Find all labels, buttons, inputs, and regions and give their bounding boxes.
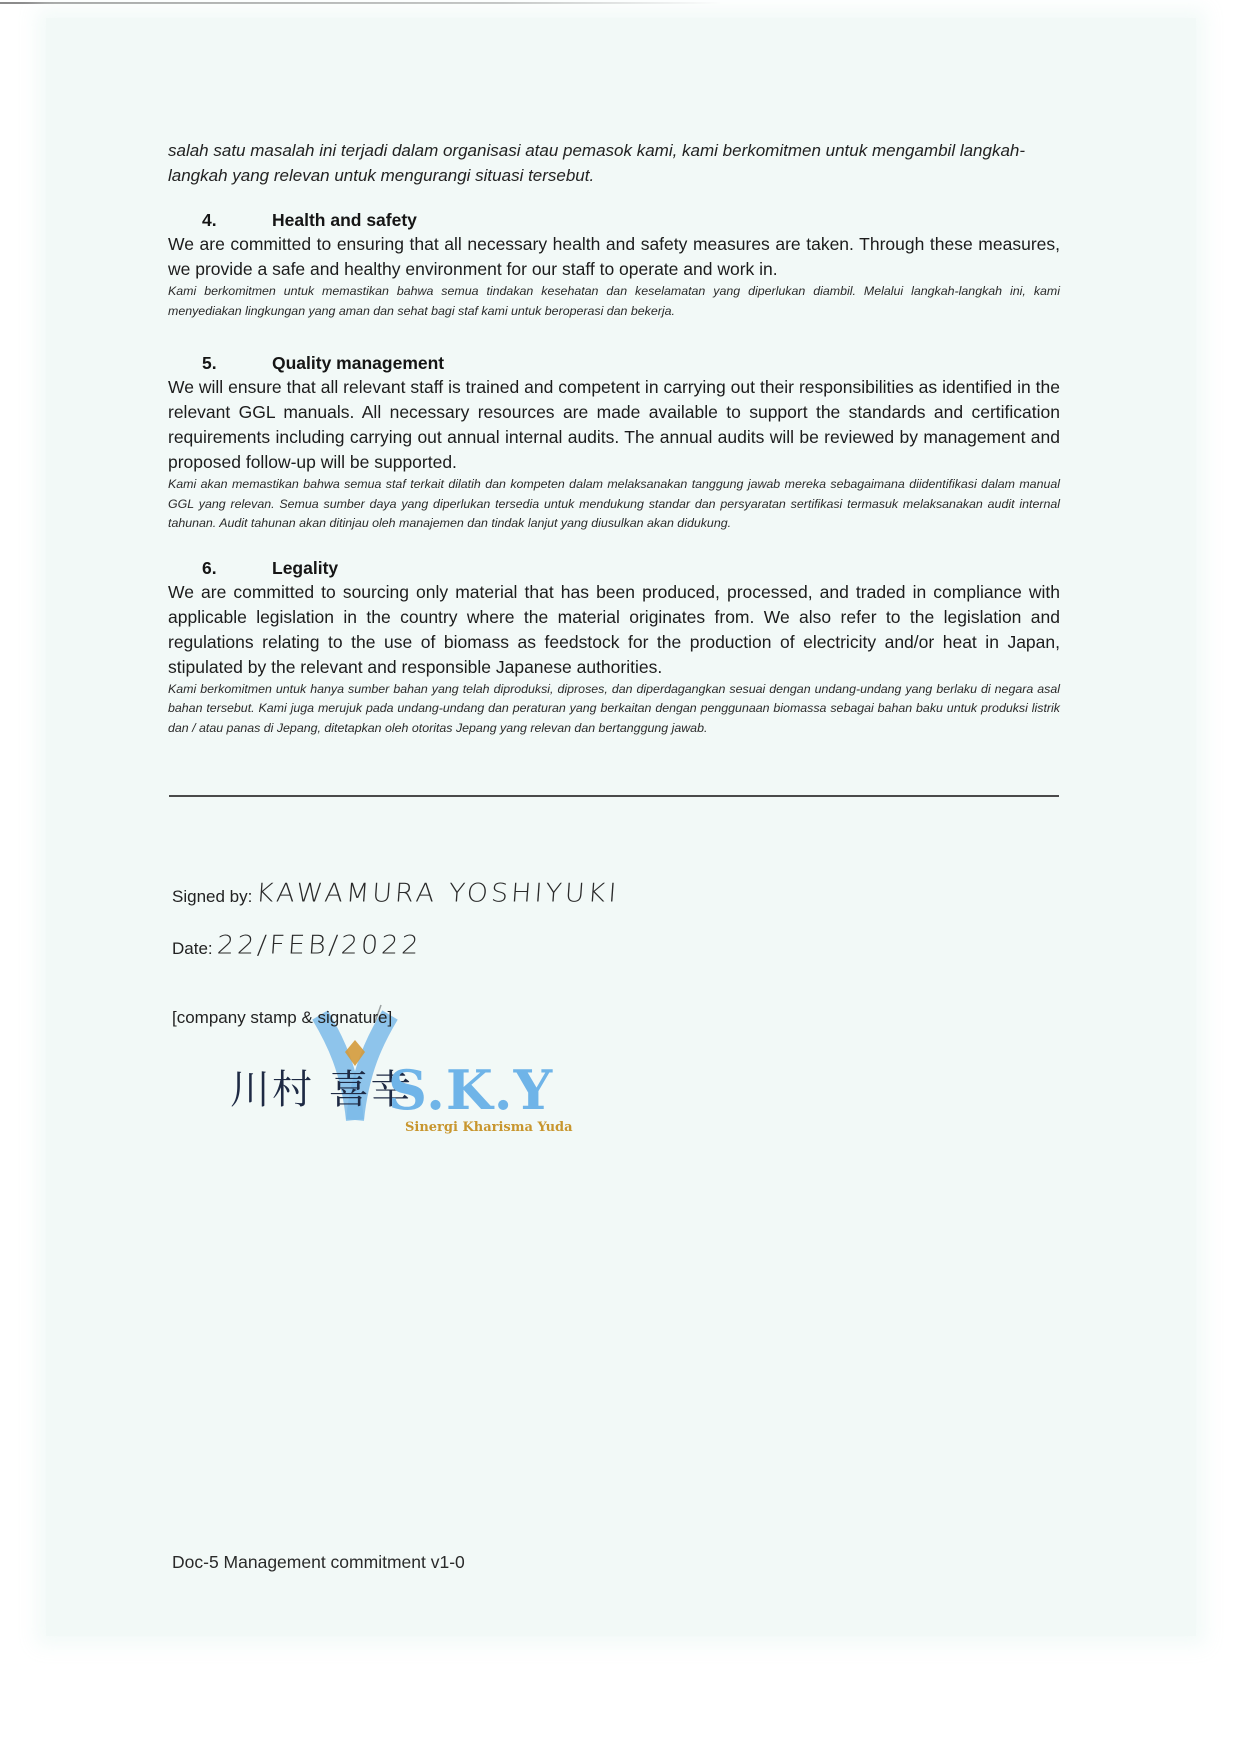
section-title: Health and safety (272, 210, 417, 230)
signed-by-handwritten: KAWAMURA YOSHIYUKI (255, 878, 621, 909)
section-body: We are committed to sourcing only material that has been produced, processed, and traded in compliance with applicable legislation in the country where the material originates from. We also refer to the legislation and regulations relating to the use of biomass as feedstock for the production of electricity and/or heat in Japan, stipulated by the relevant and responsible Japanese authorities. (168, 581, 1060, 677)
date-line (172, 930, 620, 970)
section-title: Legality (272, 557, 339, 578)
section-heading (168, 351, 1060, 375)
stamp-logo-text: S.K.Y (388, 1058, 554, 1122)
intro-translation: salah satu masalah ini terjadi dalam organisasi atau pemasok kami, kami berkomitmen untuk mengambil langkah-langkah yang relevan untuk mengurangi situasi tersebut. (168, 141, 1026, 185)
signed-by-label: Signed by: (172, 887, 253, 906)
kanji-signature: 川村 喜幸 (230, 1067, 413, 1113)
section-number: 6. (202, 557, 217, 578)
section-heading (168, 208, 1060, 232)
stamp-label: [company stamp & signature] (172, 1008, 393, 1027)
section-body: We will ensure that all relevant staff is trained and competent in carrying out their responsibilities as identified in the relevant GGL manuals. All necessary resources are made available to support the standards and certification requirements including carrying out annual internal audits. The annual audits will be reviewed by management and proposed follow-up will be supported. (168, 377, 1060, 472)
section-number: 4. (202, 210, 217, 230)
section-heading (168, 556, 1060, 580)
section-number: 5. (202, 353, 217, 373)
section-translation: Kami akan memastikan bahwa semua staf terkait dilatih dan kompeten dalam melaksanakan tanggung jawab mereka sebagaimana diidentifikasi dalam manual GGL yang relevan. Semua sumber daya yang diperlukan tersedia untuk mendukung standar dan persyaratan sertifikasi termasuk melaksanakan audit internal tahunan. Audit tahunan akan ditinjau oleh manajemen dan tindak lanjut yang diusulkan akan didukung. (168, 477, 1060, 530)
section-translation: Kami berkomitmen untuk memastikan bahwa semua tindakan kesehatan dan keselamatan yang diperlukan diambil. Melalui langkah-langkah ini, kami menyediakan lingkungan yang aman dan sehat bagi staf kami untuk beroperasi dan bekerja. (168, 284, 1060, 318)
section-quality-management (168, 351, 1060, 534)
section-translation: Kami berkomitmen untuk hanya sumber bahan yang telah diproduksi, diproses, dan diperdagangkan sesuai dengan undang-undang yang berlaku di negara asal bahan tersebut. Kami juga merujuk pada undang-undang dan peraturan yang berkaitan dengan penggunaan biomassa sebagai bahan baku untuk produksi listrik dan / atau panas di Jepang, ditetapkan oleh otoritas Jepang yang relevan dan bertanggung jawab. (168, 681, 1060, 735)
date-handwritten: 22/FEB/2022 (215, 930, 423, 961)
signature-block (172, 878, 620, 982)
section-health-safety (168, 208, 1060, 321)
document-body (168, 138, 1060, 738)
scan-top-edge (0, 2, 720, 4)
section-body: We are committed to ensuring that all necessary health and safety measures are taken. Through these measures, we provide a safe and healthy environment for our staff to operate and work in. (168, 234, 1060, 279)
date-label: Date: (172, 939, 213, 958)
stamp-tagline: Sinergi Kharisma Yuda (405, 1120, 573, 1135)
section-title: Quality management (272, 353, 445, 373)
section-legality (168, 556, 1060, 739)
document-footer: Doc-5 Management commitment v1-0 (172, 1552, 465, 1572)
section-divider (169, 795, 1059, 797)
signed-by-line (172, 878, 620, 918)
